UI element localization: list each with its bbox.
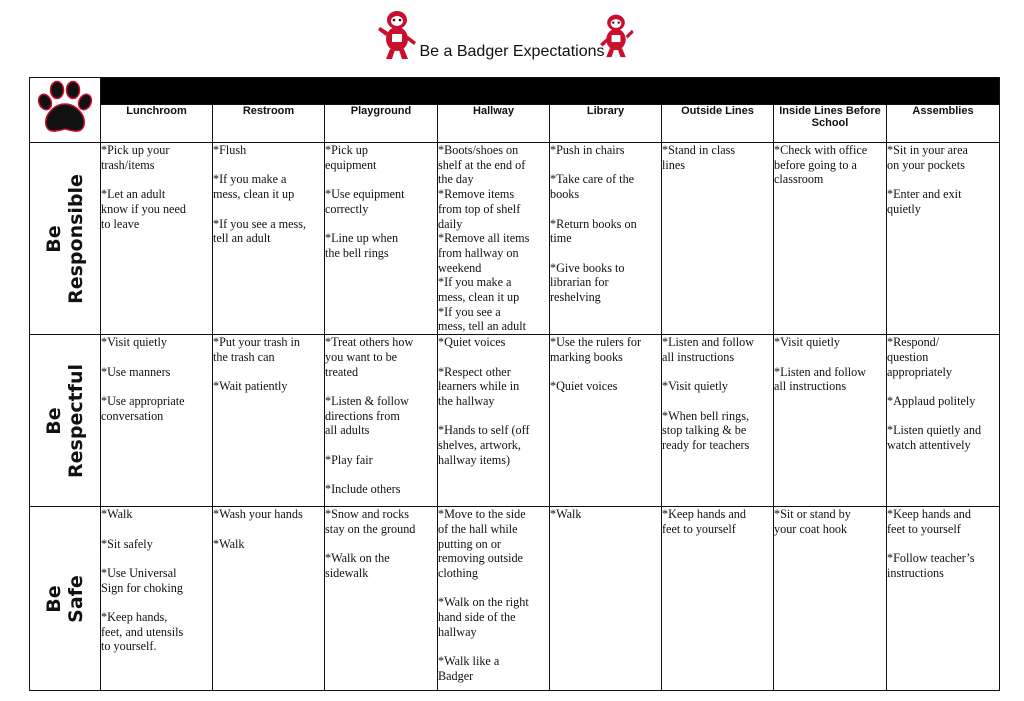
- table-cell: *Wash your hands *Walk: [213, 507, 325, 691]
- table-cell: *Visit quietly *Use manners *Use appropriate conversation: [101, 335, 213, 507]
- table-cell: *Sit or stand by your coat hook: [774, 507, 887, 691]
- table-cell: *Put your trash in the trash can *Wait patiently: [213, 335, 325, 507]
- page-title: Be a Badger Expectations: [419, 43, 605, 60]
- table-row: [30, 143, 1000, 335]
- table-cell: *Walk: [550, 507, 662, 691]
- table-cell: *Treat others how you want to be treated *Listen & follow directions from all adults *Play fair *Include others: [325, 335, 438, 507]
- column-header: Inside Lines Before School: [774, 105, 887, 143]
- table-cell: *Use the rulers for marking books *Quiet voices: [550, 335, 662, 507]
- column-header-row: [30, 105, 1000, 143]
- row-label: Be Respectful: [43, 363, 87, 478]
- column-header: Hallway: [438, 105, 550, 143]
- table-cell: *Snow and rocks stay on the ground *Walk on the sidewalk: [325, 507, 438, 691]
- table-cell: *Keep hands and feet to yourself: [662, 507, 774, 691]
- table-cell: *Pick up equipment *Use equipment correctly *Line up when the bell rings: [325, 143, 438, 335]
- column-header: Playground: [325, 105, 438, 143]
- table-cell: *Stand in class lines: [662, 143, 774, 335]
- column-header: Lunchroom: [101, 105, 213, 143]
- table-cell: *Push in chairs *Take care of the books *Return books on time *Give books to librarian for reshelving: [550, 143, 662, 335]
- row-label-cell: [30, 335, 101, 507]
- table-cell: *Quiet voices *Respect other learners while in the hallway *Hands to self (off shelves, artwork, hallway items): [438, 335, 550, 507]
- title-row: [0, 0, 1024, 75]
- table-row: [30, 335, 1000, 507]
- table-cell: *Move to the side of the hall while putting on or removing outside clothing *Walk on the right hand side of the hallway *Walk like a Badger: [438, 507, 550, 691]
- table-row: [30, 507, 1000, 691]
- paw-print-icon: [36, 79, 94, 137]
- column-header: Outside Lines: [662, 105, 774, 143]
- column-header: Restroom: [213, 105, 325, 143]
- expectations-table: [29, 77, 1000, 691]
- logo-cell: [30, 78, 101, 143]
- table-cell: *Flush *If you make a mess, clean it up *If you see a mess, tell an adult: [213, 143, 325, 335]
- table-cell: *Visit quietly *Listen and follow all instructions: [774, 335, 887, 507]
- header-bar: [30, 78, 1000, 105]
- table-cell: *Listen and follow all instructions *Visit quietly *When bell rings, stop talking & be ready for teachers: [662, 335, 774, 507]
- row-label: Be Safe: [43, 574, 87, 623]
- table-cell: *Boots/shoes on shelf at the end of the day *Remove items from top of shelf daily *Remove all items from hallway on weekend *If you make a mess, clean it up *If you see a mess, tell an adult: [438, 143, 550, 335]
- table-cell: *Pick up your trash/items *Let an adult know if you need to leave: [101, 143, 213, 335]
- table-cell: *Sit in your area on your pockets *Enter and exit quietly: [887, 143, 1000, 335]
- table-cell: *Keep hands and feet to yourself *Follow teacher’s instructions: [887, 507, 1000, 691]
- row-label-cell: [30, 143, 101, 335]
- table-cell: *Check with office before going to a classroom: [774, 143, 887, 335]
- column-header: Library: [550, 105, 662, 143]
- row-label: Be Responsible: [43, 173, 87, 304]
- table-cell: *Walk *Sit safely *Use Universal Sign for choking *Keep hands, feet, and utensils to yourself.: [101, 507, 213, 691]
- black-header-band: [101, 78, 1000, 105]
- row-label-cell: [30, 507, 101, 691]
- column-header: Assemblies: [887, 105, 1000, 143]
- table-cell: *Respond/ question appropriately *Applaud politely *Listen quietly and watch attentively: [887, 335, 1000, 507]
